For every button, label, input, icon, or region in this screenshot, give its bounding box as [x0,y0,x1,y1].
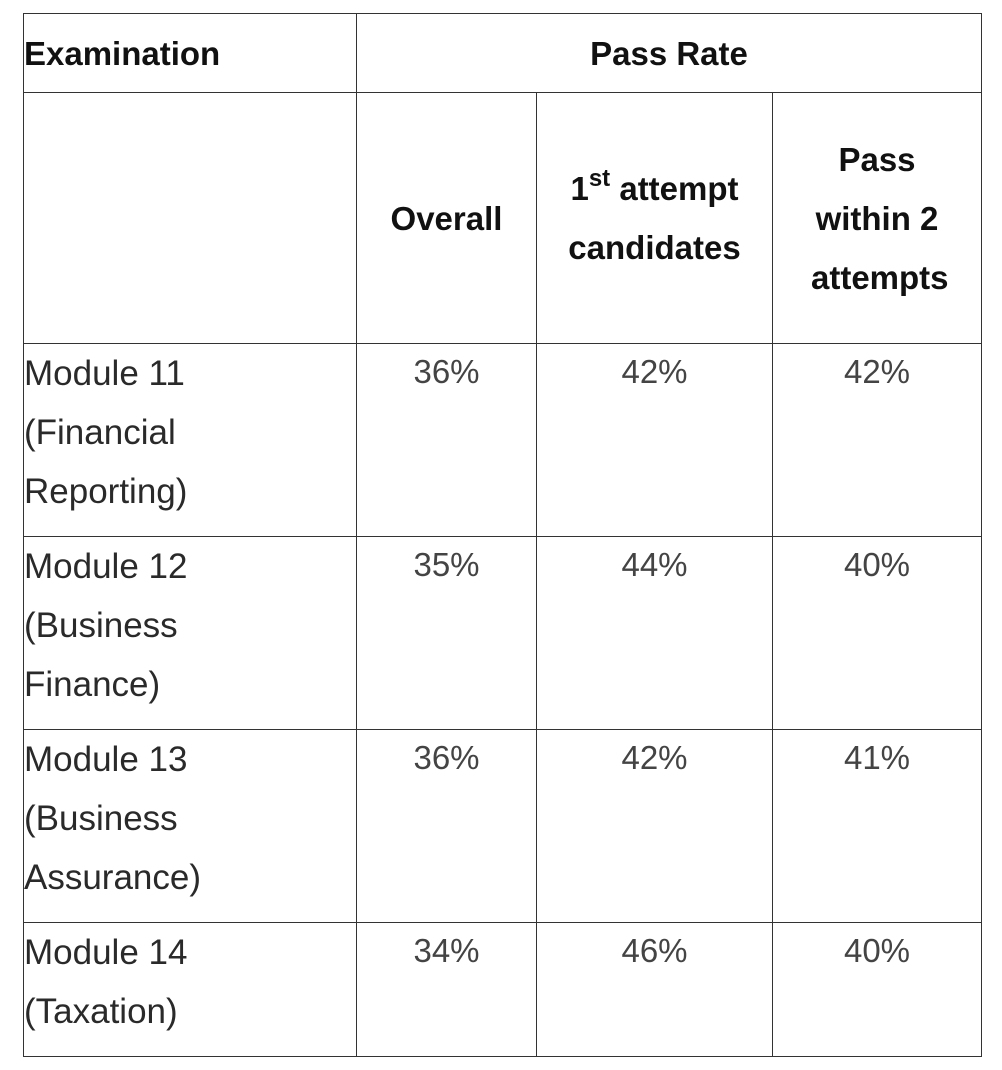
pass-rate-table [23,13,982,1057]
exam-name-cell: Module 12 (Business Finance) [24,537,357,730]
blank-header-cell [24,93,357,344]
overall-cell: 35% [357,537,537,730]
examination-header: Examination [24,14,357,93]
overall-cell: 34% [357,923,537,1057]
pass-rate-header: Pass Rate [357,14,982,93]
table-row [24,730,982,923]
first-attempt-cell: 46% [537,923,773,1057]
exam-name-cell: Module 11 (Financial Reporting) [24,344,357,537]
exam-name-cell: Module 13 (Business Assurance) [24,730,357,923]
first-attempt-ordinal: st [588,165,611,192]
first-attempt-number: 1 [570,170,589,207]
first-attempt-header [537,93,773,344]
pass-within-two-header: Pass within 2 attempts [773,93,982,344]
table-row [24,344,982,537]
first-attempt-cell: 42% [537,730,773,923]
first-attempt-text: attempt candidates [568,170,741,266]
exam-name-cell: Module 14 (Taxation) [24,923,357,1057]
first-attempt-cell: 42% [537,344,773,537]
subheader-row [24,93,982,344]
within-two-cell: 41% [773,730,982,923]
within-two-cell: 40% [773,537,982,730]
table-row [24,923,982,1057]
within-two-cell: 42% [773,344,982,537]
table-row [24,537,982,730]
within-two-cell: 40% [773,923,982,1057]
header-row [24,14,982,93]
overall-cell: 36% [357,730,537,923]
first-attempt-cell: 44% [537,537,773,730]
overall-cell: 36% [357,344,537,537]
overall-header: Overall [357,93,537,344]
